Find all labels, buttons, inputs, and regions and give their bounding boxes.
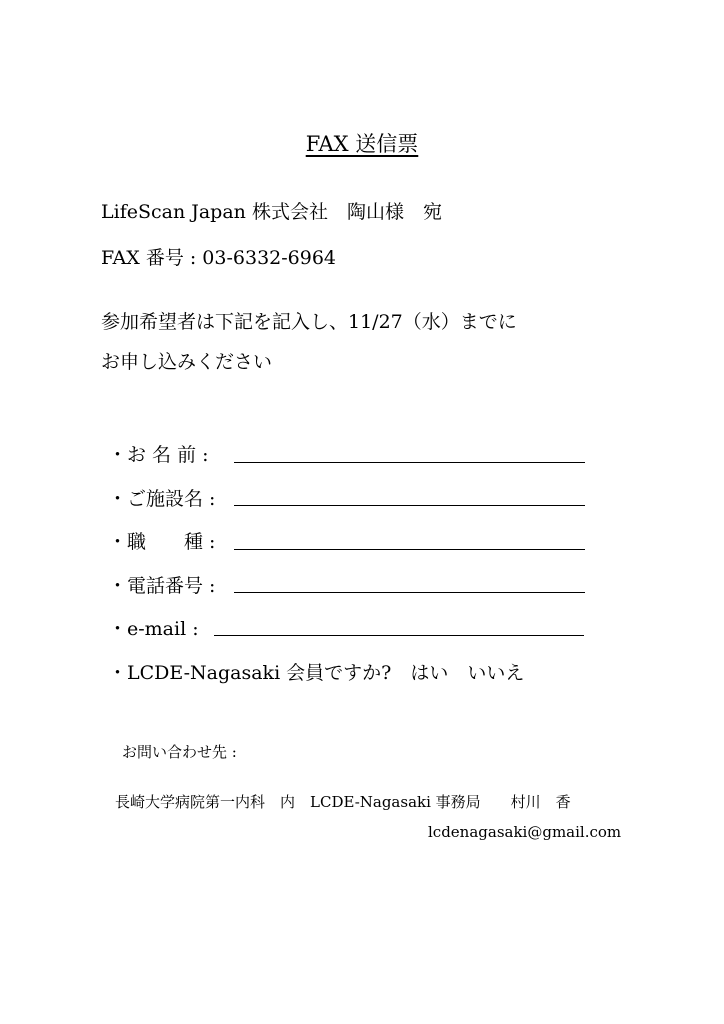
phone-field-blank[interactable] [234,592,585,593]
facility-field-blank[interactable] [234,505,585,506]
phone-field-label: ・電話番号 : [108,575,216,597]
occupation-field-label: ・職 種 : [108,531,216,553]
contact-email: lcdenagasaki@gmail.com [428,823,622,841]
member-question: ・LCDE-Nagasaki 会員ですか? はい いいえ [108,662,525,684]
occupation-field-blank[interactable] [234,549,585,550]
contact-address: 長崎大学病院第一内科 内 LCDE-Nagasaki 事務局 村川 香 [115,793,571,811]
email-field-label: ・e-mail : [108,618,199,640]
facility-field-label: ・ご施設名 : [108,488,216,510]
name-field-label: ・お 名 前 : [108,444,209,466]
fax-number-line: FAX 番号 : 03-6332-6964 [101,247,337,269]
email-field-blank[interactable] [214,635,584,636]
instruction-line-2: お申し込みください [101,351,273,373]
recipient-line: LifeScan Japan 株式会社 陶山様 宛 [101,201,442,223]
contact-label: お問い合わせ先 : [122,743,237,761]
instruction-line-1: 参加希望者は下記を記入し、11/27（水）までに [101,311,517,333]
page-title: FAX 送信票 [305,132,419,156]
name-field-blank[interactable] [234,462,585,463]
